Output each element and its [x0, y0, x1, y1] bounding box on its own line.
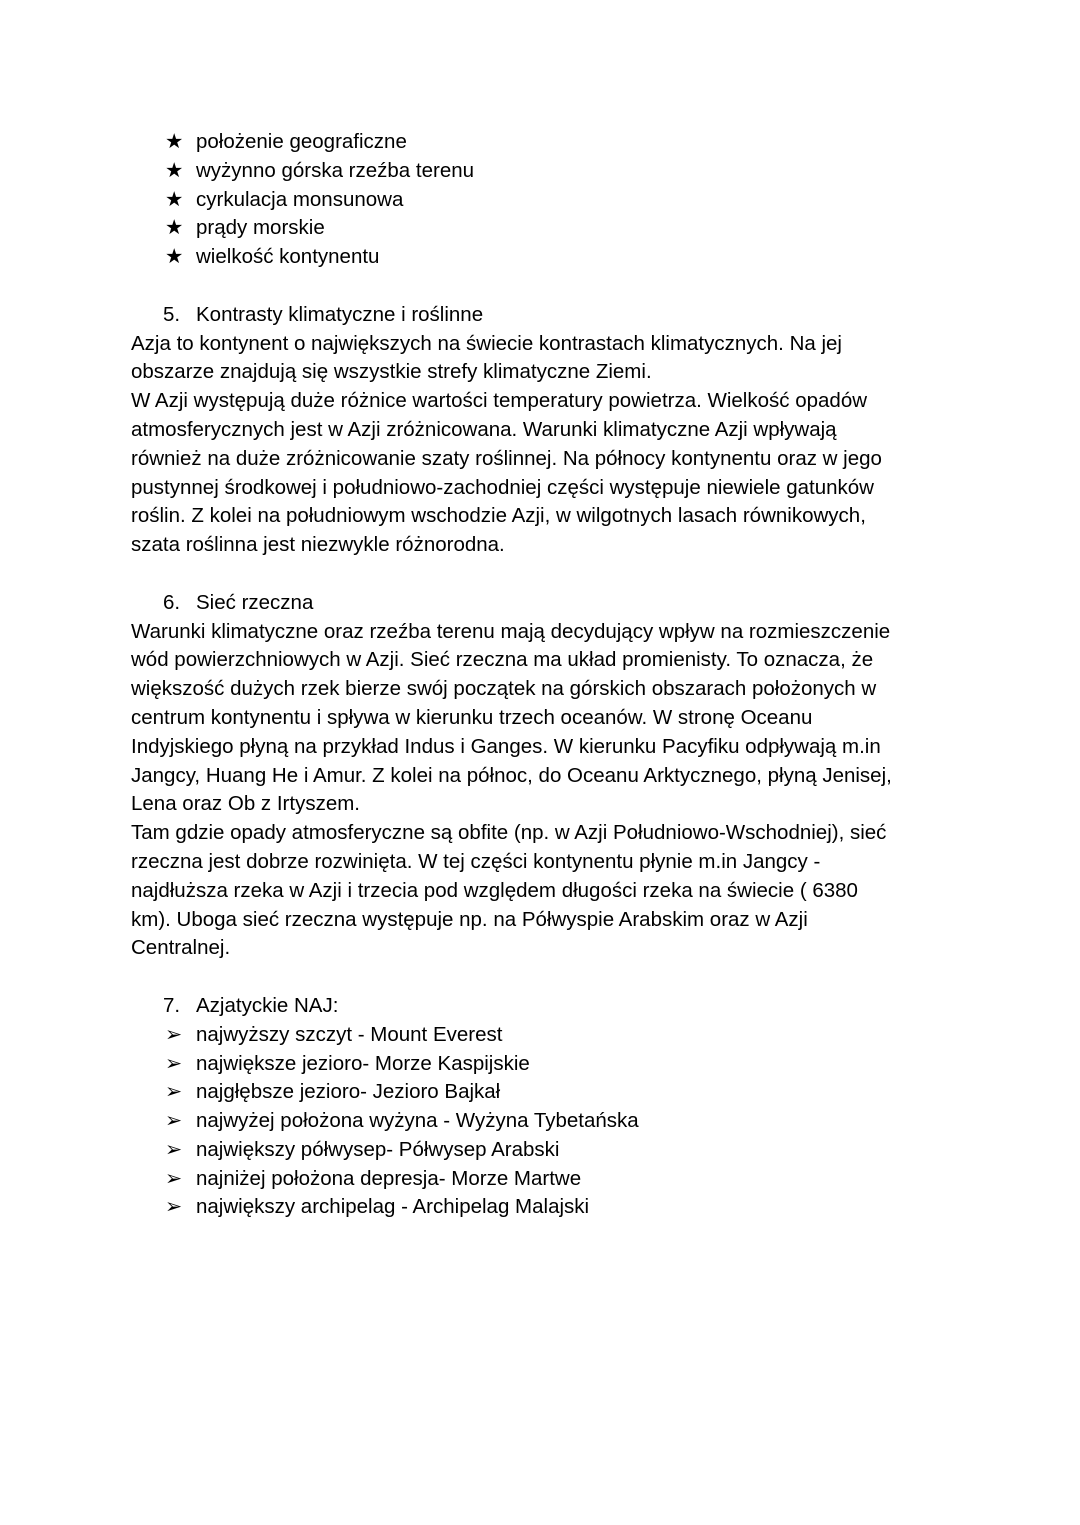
section-number: 7.	[163, 993, 181, 1017]
list-item-text: najniżej położona depresja- Morze Martwe	[196, 1166, 582, 1190]
section-5-heading	[131, 301, 951, 330]
list-item-text: największy archipelag - Archipelag Malajski	[196, 1195, 590, 1219]
list-item-text: największe jezioro- Morze Kaspijskie	[196, 1051, 530, 1075]
text-line: centrum kontynentu i spływa w kierunku trzech oceanów. W stronę Oceanu	[131, 705, 813, 729]
text-line: atmosferycznych jest w Azji zróżnicowana. Warunki klimatyczne Azji wpływają	[131, 417, 837, 441]
list-item-text: wyżynno górska rzeźba terenu	[196, 158, 475, 182]
star-icon: ★	[165, 216, 184, 240]
section-title: Kontrasty klimatyczne i roślinne	[196, 302, 484, 326]
list-item	[131, 128, 951, 157]
list-item-text: cyrkulacja monsunowa	[196, 187, 404, 211]
arrow-icon: ➢	[165, 1195, 183, 1219]
text-line: rzeczna jest dobrze rozwinięta. W tej części kontynentu płynie m.in Jangcy -	[131, 849, 821, 873]
arrow-icon: ➢	[165, 1137, 183, 1161]
list-item	[131, 1136, 951, 1165]
text-line: większość dużych rzek bierze swój początek na górskich obszarach położonych w	[131, 677, 877, 701]
star-icon: ★	[165, 245, 184, 269]
star-icon: ★	[165, 158, 184, 182]
text-line: Lena oraz Ob z Irtyszem.	[131, 792, 361, 816]
text-line: roślin. Z kolei na południowym wschodzie Azji, w wilgotnych lasach równikowych,	[131, 504, 866, 528]
text-line: wód powierzchniowych w Azji. Sieć rzeczna ma układ promienisty. To oznacza, że	[131, 648, 874, 672]
text-line: km). Uboga sieć rzeczna występuje np. na Półwyspie Arabskim oraz w Azji	[131, 907, 808, 931]
section-title: Sieć rzeczna	[196, 590, 314, 614]
list-item	[131, 1021, 951, 1050]
arrow-icon: ➢	[165, 1109, 183, 1133]
text-line: najdłuższa rzeka w Azji i trzecia pod względem długości rzeka na świecie ( 6380	[131, 878, 858, 902]
text-line: Warunki klimatyczne oraz rzeźba terenu mają decydujący wpływ na rozmieszczenie	[131, 619, 891, 643]
text-line: pustynnej środkowej i południowo-zachodniej części występuje niewiele gatunków	[131, 475, 874, 499]
section-5-body	[131, 330, 951, 560]
climate-factors-list	[131, 128, 951, 272]
text-line: W Azji występują duże różnice wartości temperatury powietrza. Wielkość opadów	[131, 389, 868, 413]
list-item-text: największy półwysep- Półwysep Arabski	[196, 1137, 560, 1161]
section-title: Azjatyckie NAJ:	[196, 993, 339, 1017]
text-line: Centralnej.	[131, 936, 231, 960]
text-line: Azja to kontynent o największych na świecie kontrastach klimatycznych. Na jej	[131, 331, 842, 355]
list-item-text: najwyższy szczyt - Mount Everest	[196, 1022, 503, 1046]
section-number: 6.	[163, 590, 181, 614]
list-item	[131, 1078, 951, 1107]
section-6-heading	[131, 589, 951, 618]
document-content	[131, 128, 951, 1222]
list-item	[131, 1193, 951, 1222]
list-item	[131, 243, 951, 272]
section-6-body	[131, 618, 951, 964]
asian-records-list	[131, 1021, 951, 1223]
text-line: Jangcy, Huang He i Amur. Z kolei na północ, do Oceanu Arktycznego, płyną Jenisej,	[131, 763, 892, 787]
arrow-icon: ➢	[165, 1080, 183, 1104]
star-icon: ★	[165, 187, 184, 211]
list-item	[131, 157, 951, 186]
list-item	[131, 1165, 951, 1194]
arrow-icon: ➢	[165, 1022, 183, 1046]
section-number: 5.	[163, 302, 181, 326]
list-item-text: najgłębsze jezioro- Jezioro Bajkał	[196, 1080, 501, 1104]
list-item-text: prądy morskie	[196, 216, 325, 240]
list-item-text: położenie geograficzne	[196, 130, 407, 153]
section-7-heading	[131, 992, 951, 1021]
star-icon: ★	[165, 130, 184, 153]
list-item	[131, 186, 951, 215]
text-line: również na duże zróżnicowanie szaty roślinnej. Na północy kontynentu oraz w jego	[131, 446, 882, 470]
arrow-icon: ➢	[165, 1166, 183, 1190]
list-item	[131, 1050, 951, 1079]
text-line: Indyjskiego płyną na przykład Indus i Ganges. W kierunku Pacyfiku odpływają m.in	[131, 734, 881, 758]
text-line: Tam gdzie opady atmosferyczne są obfite (np. w Azji Południowo-Wschodniej), sieć	[131, 821, 887, 845]
list-item-text: wielkość kontynentu	[196, 245, 380, 269]
list-item	[131, 1107, 951, 1136]
text-line: obszarze znajdują się wszystkie strefy klimatyczne Ziemi.	[131, 360, 652, 384]
list-item	[131, 214, 951, 243]
list-item-text: najwyżej położona wyżyna - Wyżyna Tybetańska	[196, 1109, 639, 1133]
arrow-icon: ➢	[165, 1051, 183, 1075]
text-line: szata roślinna jest niezwykle różnorodna.	[131, 533, 505, 557]
